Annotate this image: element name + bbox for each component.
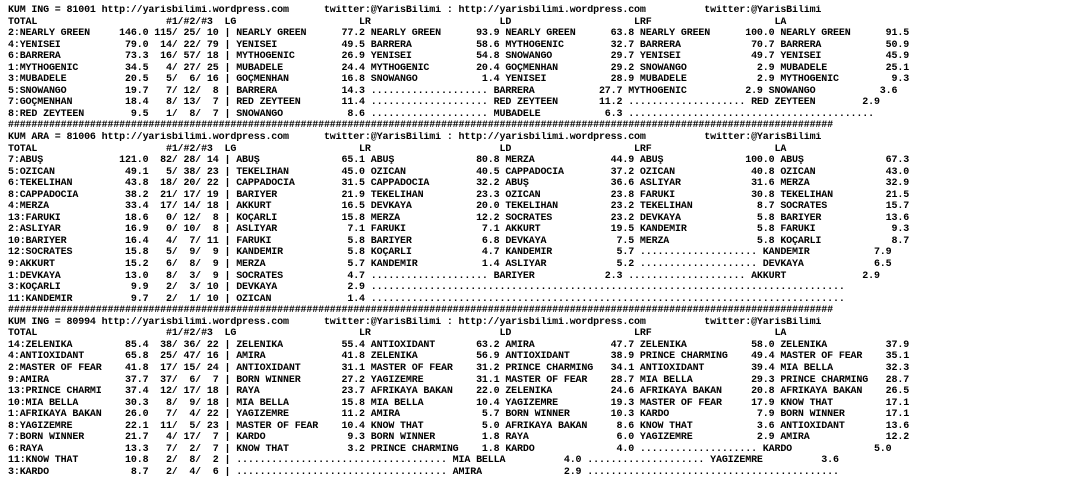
line-7: 5:SNOWANGO 19.7 7/ 12/ 8 | BARRERA 14.3 .................... BARRERA 27.7 MYTHOGENIC 2.9 SNOWANGO 3.6 [8,85,898,97]
line-39: 11:KNOW THAT 10.8 2/ 8/ 2 | .................................... MIA BELLA 4.0 .................... YAĞIZEMRE 3.6 [8,455,839,467]
line-1-columns: TOTAL #1/#2/#3 LG LR LD LRF LA [8,16,787,28]
line-12-columns: TOTAL #1/#2/#3 LG LR LD LRF LA [8,143,787,155]
line-29: 14:ZELENİKA 85.4 38/ 36/ 22 | ZELENİKA 55.4 ANTIOXIDANT 63.2 AMİRA 47.7 ZELENİKA 58.0 ZELENİKA 37.9 [8,339,910,351]
line-9: 8:RED ZEYTEEN 9.5 1/ 8/ 7 | SNOWANGO 8.6 .................... MÜBADELE 6.3 .......................................... [8,108,874,120]
line-40: 3:KARDO 8.7 2/ 4/ 6 | .................................... AMİRA 2.9 ........................................... [8,466,839,478]
line-27-header: KUM ING = 80994 http://yarisbilimi.wordpress.com twitter:@YarisBilimi : http://yarisbilimi.wordpress.com twitter:@YarisBilimi [8,316,822,328]
line-0-header: KUM ING = 81001 http://yarisbilimi.wordpress.com twitter:@YarisBilimi : http://yarisbilimi.wordpress.com twitter:@YarisBilimi [8,5,822,16]
line-28-columns: TOTAL #1/#2/#3 LG LR LD LRF LA [8,328,787,340]
line-16: 8:CAPPADOCIA 38.2 21/ 17/ 19 | BARİYER 21.9 TEKELİHAN 23.3 OZİCAN 23.8 FARUKİ 30.8 TEKELİHAN 21.5 [8,189,910,201]
line-13: 7:ABUŞ 121.0 82/ 28/ 14 | ABUŞ 65.1 ABUŞ 80.8 MERZA 44.9 ABUŞ 100.0 ABUŞ 67.3 [8,155,910,167]
line-35: 1:AFRİKAYA BAKAN 26.0 7/ 4/ 22 | YAĞIZEMRE 11.2 AMİRA 5.7 BORN WINNER 10.3 KARDO 7.9 BORN WINNER 17.1 [8,409,910,421]
line-26-separator: ############################################################################################################################################# [8,305,833,317]
line-4: 6:BARRERA 73.3 16/ 57/ 18 | MYTHOGENIC 26.9 YENİSEİ 54.8 SNOWANGO 29.7 YENİSEİ 49.7 YENİSEİ 45.9 [8,51,910,63]
line-11-header: KUM ARA = 81006 http://yarisbilimi.wordpress.com twitter:@YarisBilimi : http://yarisbilimi.wordpress.com twitter:@YarisBilimi [8,132,822,144]
line-30: 4:ANTIOXIDANT 65.8 25/ 47/ 16 | AMİRA 41.8 ZELENİKA 56.9 ANTIOXIDANT 38.9 PRINCE CHARMING 49.4 MASTER OF FEAR 35.1 [8,351,910,363]
line-6: 3:MÜBADELE 20.5 5/ 6/ 16 | GÖÇMENHAN 16.8 SNOWANGO 1.4 YENİSEİ 28.9 MÜBADELE 2.9 MYTHOGENIC 9.3 [8,74,910,86]
line-37: 7:BORN WINNER 21.7 4/ 17/ 7 | KARDO 9.3 BORN WINNER 1.8 RAYA 6.0 YAĞIZEMRE 2.9 AMİRA 12.2 [8,432,910,444]
line-23: 1:DEVKAYA 13.0 8/ 3/ 9 | SOCRATES 4.7 .................... BARİYER 2.3 .................... AKKURT 2.9 [8,270,880,282]
line-36: 8:YAĞIZEMRE 22.1 11/ 5/ 23 | MASTER OF FEAR 10.4 KNOW THAT 5.0 AFRİKAYA BAKAN 8.6 KNOW THAT 3.6 ANTIOXIDANT 13.6 [8,420,910,432]
line-20: 10:BARİYER 16.4 4/ 7/ 11 | FARUKİ 5.8 BARİYER 6.8 DEVKAYA 7.5 MERZA 5.8 KOÇARLI 8.7 [8,235,910,247]
line-15: 6:TEKELİHAN 43.8 18/ 20/ 22 | CAPPADOCIA 31.5 CAPPADOCIA 32.2 ABUŞ 36.6 ASLIYAR 31.6 MERZA 32.9 [8,178,910,190]
line-33: 13:PRINCE CHARMI 37.4 12/ 17/ 18 | RAYA 23.7 AFRİKAYA BAKAN 22.0 ZELENİKA 24.6 AFRİKAYA BAKAN 20.8 AFRİKAYA BAKAN 26.5 [8,386,910,398]
line-19: 2:ASLIYAR 16.9 0/ 10/ 8 | ASLIYAR 7.1 FARUKİ 7.1 AKKURT 19.5 KANDEMİR 5.8 FARUKİ 9.3 [8,224,910,236]
line-10-separator: ############################################################################################################################################# [8,120,833,132]
line-24: 3:KOÇARLI 9.9 2/ 3/ 10 | DEVKAYA 2.9 ................................................................................. [8,282,845,294]
line-25: 11:KANDEMİR 9.7 2/ 1/ 10 | OZİCAN 1.4 ................................................................................. [8,293,845,305]
line-3: 4:YENİSEİ 79.0 14/ 22/ 79 | YENİSEİ 49.5 BARRERA 58.6 MYTHOGENIC 32.7 BARRERA 70.7 BARRERA 50.9 [8,39,910,51]
line-32: 9:AMİRA 37.7 37/ 6/ 7 | BORN WINNER 27.2 YAĞIZEMRE 31.1 MASTER OF FEAR 28.7 MIA BELLA 29.3 PRINCE CHARMING 28.7 [8,374,910,386]
line-14: 5:OZİCAN 49.1 5/ 38/ 23 | TEKELİHAN 45.0 OZİCAN 40.5 CAPPADOCIA 37.2 OZİCAN 40.8 OZİCAN 43.0 [8,166,910,178]
line-21: 12:SOCRATES 15.8 5/ 9/ 9 | KANDEMİR 5.8 KOÇARLI 4.7 KANDEMİR 5.7 .................... KANDEMİR 7.9 [8,247,892,259]
line-17: 4:MERZA 33.4 17/ 14/ 18 | AKKURT 16.5 DEVKAYA 20.0 TEKELİHAN 23.2 TEKELİHAN 8.7 SOCRATES 15.7 [8,201,910,213]
line-31: 2:MASTER OF FEAR 41.8 17/ 15/ 24 | ANTIOXIDANT 31.1 MASTER OF FEAR 31.2 PRINCE CHARMING 34.1 ANTIOXIDANT 39.4 MIA BELLA 32.3 [8,362,910,374]
line-22: 9:AKKURT 15.2 6/ 8/ 9 | MERZA 5.7 KANDEMİR 1.4 ASLIYAR 5.2 .................... DEVKAYA 6.5 [8,259,892,271]
line-2: 2:NEARLY GREEN 146.0 115/ 25/ 10 | NEARLY GREEN 77.2 NEARLY GREEN 93.9 NEARLY GREEN 63.8 NEARLY GREEN 100.0 NEARLY GREEN 91.5 [8,28,910,40]
line-34: 10:MIA BELLA 30.3 8/ 9/ 18 | MIA BELLA 15.8 MIA BELLA 10.4 YAĞIZEMRE 19.3 MASTER OF FEAR 17.9 KNOW THAT 17.1 [8,397,910,409]
line-5: 1:MYTHOGENIC 34.5 4/ 27/ 25 | MÜBADELE 24.4 MYTHOGENIC 20.4 GÖÇMENHAN 29.2 SNOWANGO 2.9 MÜBADELE 25.1 [8,62,910,74]
line-18: 13:FARUKİ 18.6 0/ 12/ 8 | KOÇARLI 15.8 MERZA 12.2 SOCRATES 23.2 DEVKAYA 5.8 BARİYER 13.6 [8,212,910,224]
line-8: 7:GÖÇMENHAN 18.4 8/ 13/ 7 | RED ZEYTEEN 11.4 .................... RED ZEYTEEN 11.2 .................... RED ZEYTEEN 2.9 [8,97,880,109]
line-38: 6:RAYA 13.3 7/ 2/ 7 | KNOW THAT 3.2 PRINCE CHARMING 1.8 KARDO 4.0 .................... KARDO 5.0 [8,443,892,455]
